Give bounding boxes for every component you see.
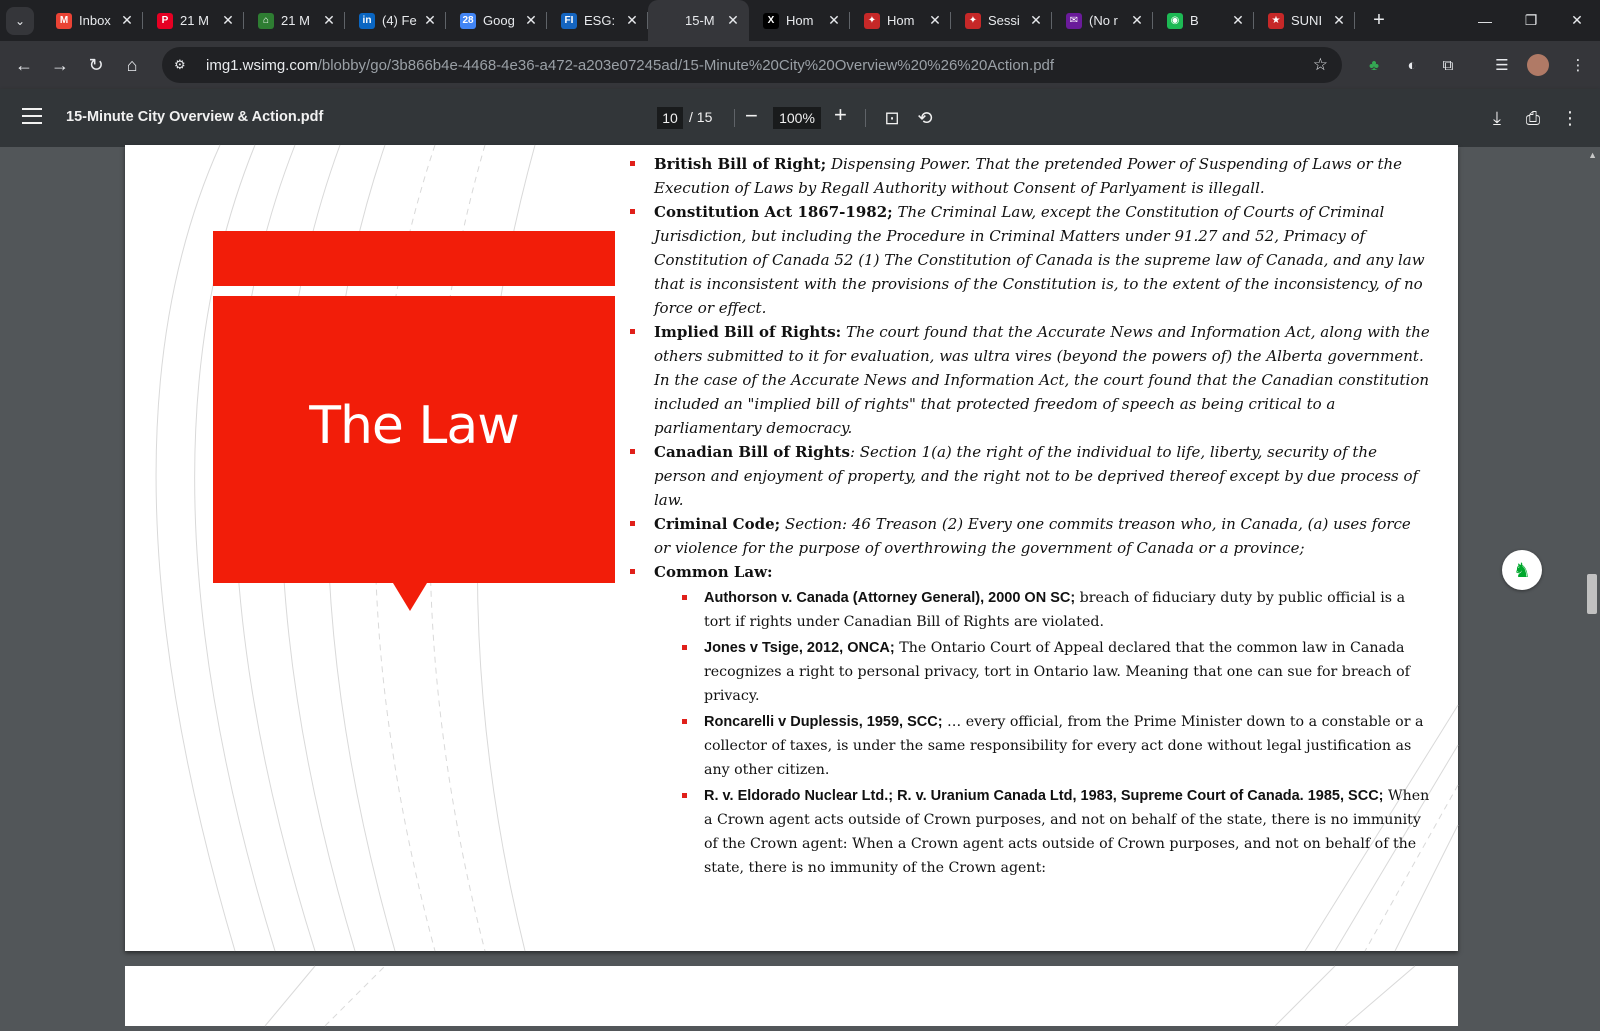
site-info-icon[interactable]: ⚙ [174, 57, 186, 72]
browser-tab[interactable] [446, 0, 547, 41]
browser-tab[interactable] [1052, 0, 1153, 41]
case-summary: … every official, from the Prime Minister down to a constable or a collector of taxes, is under the same responsibility for every act done without legal justification as any other citizen. [704, 714, 1424, 778]
bullet-item [630, 440, 1430, 512]
back-button[interactable] [6, 47, 42, 83]
close-tab-icon[interactable]: ✕ [323, 12, 335, 28]
tab-strip [0, 0, 1600, 41]
bullet-text: Dispensing Power. That the pretended Power of Suspending of Laws or the Execution of Laws by Regall Authority without Consent of Parlyament is illegall. [654, 155, 1403, 197]
reload-button[interactable] [78, 47, 114, 83]
browser-tab[interactable] [749, 0, 850, 41]
bullet-label: Criminal Code; [654, 515, 781, 533]
house-icon: ⌂ [258, 13, 274, 29]
fi-icon: FI [561, 13, 577, 29]
close-tab-icon[interactable]: ✕ [1333, 12, 1345, 28]
maple-leaf-icon: ✦ [965, 13, 981, 29]
case-name: Jones v Tsige, 2012, ONCA; [704, 640, 895, 656]
pinterest-icon: P [157, 13, 173, 29]
audio-icon: ◉ [1167, 13, 1183, 29]
rotate-icon[interactable]: ⟲ [917, 107, 933, 128]
browser-tab[interactable] [42, 0, 143, 41]
browser-tab[interactable] [244, 0, 345, 41]
close-tab-icon[interactable]: ✕ [727, 12, 739, 28]
bookmark-star-icon[interactable]: ☆ [1312, 55, 1328, 74]
tab-title: 21 M [281, 13, 310, 28]
case-summary: The Ontario Court of Appeal declared that the common law in Canada recognizes a right to personal privacy, tort in Ontario law. Meaning that one can sue for breach of privacy. [704, 640, 1410, 704]
forward-button[interactable] [42, 47, 78, 83]
extension-half-circle-icon[interactable]: ◐ [1407, 56, 1417, 74]
tab-search-button[interactable] [6, 7, 34, 35]
url-host: img1.wsimg.com [206, 56, 318, 74]
browser-tab[interactable] [345, 0, 446, 41]
restore-button[interactable]: ❐ [1524, 12, 1538, 28]
fit-page-icon[interactable]: ⊡ [884, 107, 900, 128]
close-tab-icon[interactable]: ✕ [1131, 12, 1143, 28]
browser-tab[interactable] [648, 0, 749, 41]
bullet-label: Canadian Bill of Rights [654, 443, 850, 461]
url-text[interactable] [206, 57, 1054, 74]
linkedin-icon: in [359, 13, 375, 29]
blank-icon [662, 13, 678, 29]
tab-title: Goog [483, 13, 515, 28]
window-controls [1462, 0, 1600, 41]
bullet-item [630, 320, 1430, 440]
bullet-text: The court found that the Accurate News and Information Act, along with the others submitted to it for evaluation, was ultra vires (beyond the powers of) the Alberta government. In the case of the Accurate News and Information Act, the court found that the Canadian constitution included an "implied bill of rights" that protected freedom of speech as being critical to a parliamentary democracy. [654, 323, 1430, 437]
bullet-label: Constitution Act 1867-1982; [654, 203, 893, 221]
case-name: Authorson v. Canada (Attorney General), 2000 ON SC; [704, 590, 1076, 606]
plus-icon: + [834, 102, 847, 127]
print-icon[interactable]: ⎙ [1525, 107, 1541, 128]
bullet-item [630, 200, 1430, 320]
case-name: Roncarelli v Duplessis, 1959, SCC; [704, 714, 943, 730]
arrow-left-icon: ← [15, 54, 33, 75]
close-tab-icon[interactable]: ✕ [929, 12, 941, 28]
close-tab-icon[interactable]: ✕ [1232, 12, 1244, 28]
calendar-icon: 28 [460, 13, 476, 29]
tab-title: (No r [1089, 13, 1118, 28]
bullet-label: Common Law: [654, 563, 773, 581]
close-tab-icon[interactable]: ✕ [1030, 12, 1042, 28]
tab-title: (4) Fe [382, 13, 417, 28]
title-accent-bar [213, 231, 615, 286]
reload-icon: ↻ [88, 54, 104, 75]
tab-title: Sessi [988, 13, 1020, 28]
browser-tab[interactable] [951, 0, 1052, 41]
tab-title: SUNI [1291, 13, 1323, 28]
pdf-toolbar [0, 89, 1600, 147]
bullet-item [630, 152, 1430, 200]
bullet-label: Implied Bill of Rights: [654, 323, 842, 341]
scrollbar-thumb[interactable] [1587, 574, 1597, 614]
browser-toolbar [0, 41, 1600, 89]
callout-pointer [393, 583, 427, 611]
toolbar-divider [734, 109, 735, 127]
close-tab-icon[interactable]: ✕ [121, 12, 133, 28]
maple-leaf-icon: ✦ [864, 13, 880, 29]
sidebar-menu-icon[interactable] [22, 108, 42, 124]
extension-leaf-icon[interactable]: ♣ [1369, 56, 1379, 74]
new-tab-button[interactable] [1365, 7, 1393, 35]
toolbar-divider [865, 109, 866, 127]
slide-content [630, 152, 1430, 880]
vertical-scrollbar[interactable] [1585, 147, 1600, 850]
home-button[interactable] [114, 47, 150, 83]
reading-list-icon[interactable]: ☰ [1495, 57, 1509, 74]
gmail-icon: M [56, 13, 72, 29]
evernote-elephant-icon[interactable]: ♞ [1502, 550, 1542, 590]
home-icon: ⌂ [126, 54, 138, 75]
tab-title: Hom [786, 13, 814, 28]
tab-title: 15-M [685, 13, 715, 28]
plus-icon: + [1373, 9, 1385, 31]
zoom-out-button[interactable] [745, 103, 758, 129]
url-path: /blobby/go/3b866b4e-4468-4e36-a472-a203e07245ad/15-Minute%20City%20Overview%20%26%20Action.pdf [317, 56, 1055, 74]
close-tab-icon[interactable]: ✕ [222, 12, 234, 28]
browser-tab[interactable] [143, 0, 244, 41]
browser-tab[interactable] [1153, 0, 1254, 41]
tab-title: 21 M [180, 13, 209, 28]
scroll-up-arrow-icon[interactable]: ▲ [1588, 150, 1597, 160]
case-law-item [704, 710, 1430, 782]
tab-list [42, 0, 1355, 41]
pdf-page [125, 145, 1458, 951]
zoom-in-button[interactable] [834, 102, 847, 128]
pdf-viewer[interactable] [0, 147, 1600, 876]
close-window-button[interactable]: ✕ [1571, 12, 1583, 28]
case-summary: When a Crown agent acts outside of Crown purposes, and not on behalf of the state, there is no immunity of the Crown agent: When a Crown agent acts outside of Crown purposes, and not on behalf of the state, there is no immunity of the Crown agent: [704, 788, 1430, 876]
tab-title: Hom [887, 13, 915, 28]
arrow-right-icon: → [51, 54, 69, 75]
page-number-input[interactable]: 10 [657, 107, 683, 129]
minus-icon: − [745, 103, 758, 128]
bullet-text: : Section 1(a) the right of the individual to life, liberty, security of the person and enjoyment of property, and the right not to be deprived thereof except by due process of law. [654, 443, 1419, 509]
bullet-item [630, 560, 1430, 584]
more-options-icon[interactable]: ⋮ [1561, 107, 1579, 128]
close-tab-icon[interactable]: ✕ [424, 12, 436, 28]
bullet-text: The Criminal Law, except the Constitution of Courts of Criminal Jurisdiction, but including the Procedure in Criminal Matters under 91.27 and 52, Primacy of Constitution of Canada 52 (1) The Constitution of Canada is the supreme law of Canada, and any law that is inconsistent with the provisions of the Constitution is, to the extent of the inconsistency, of no force or effect. [654, 203, 1425, 317]
x-icon: X [763, 13, 779, 29]
chevron-down-icon: ⌄ [14, 13, 26, 28]
page-total: / 15 [689, 109, 713, 125]
next-pdf-page [125, 966, 1458, 1026]
download-icon[interactable]: ⤓ [1493, 107, 1501, 128]
mail-icon: ✉ [1066, 13, 1082, 29]
tab-title: Inbox [79, 13, 111, 28]
star-flag-icon: ★ [1268, 13, 1284, 29]
case-law-item [704, 636, 1430, 708]
case-law-item [704, 784, 1430, 880]
case-summary: breach of fiduciary duty by public official is a tort if rights under Canadian Bill of Rights are violated. [704, 590, 1406, 630]
zoom-input[interactable]: 100% [773, 107, 821, 129]
profile-avatar[interactable] [1522, 41, 1554, 89]
browser-tab[interactable] [1254, 0, 1355, 41]
extensions-puzzle-icon[interactable]: ⧉ [1442, 56, 1454, 74]
slide-title: The Law [309, 396, 519, 456]
tab-title: ESG: [584, 13, 616, 28]
case-law-item [704, 586, 1430, 634]
tab-title: B [1190, 13, 1199, 28]
browser-menu-icon[interactable]: ⋮ [1570, 57, 1586, 74]
minimize-button[interactable]: — [1478, 12, 1492, 29]
address-bar[interactable] [162, 47, 1342, 83]
case-name: R. v. Eldorado Nuclear Ltd.; R. v. Uranium Canada Ltd, 1983, Supreme Court of Canada. 1985, SCC; [704, 788, 1384, 804]
close-tab-icon[interactable]: ✕ [828, 12, 840, 28]
close-tab-icon[interactable]: ✕ [626, 12, 638, 28]
bullet-text: Section: 46 Treason (2) Every one commits treason who, in Canada, (a) uses force or violence for the purpose of overthrowing the government of Canada or a province; [654, 515, 1411, 557]
browser-tab[interactable] [850, 0, 951, 41]
pdf-title: 15-Minute City Overview & Action.pdf [66, 109, 324, 125]
close-tab-icon[interactable]: ✕ [525, 12, 537, 28]
browser-tab[interactable] [547, 0, 648, 41]
bullet-label: British Bill of Right; [654, 155, 827, 173]
bullet-item [630, 512, 1430, 560]
